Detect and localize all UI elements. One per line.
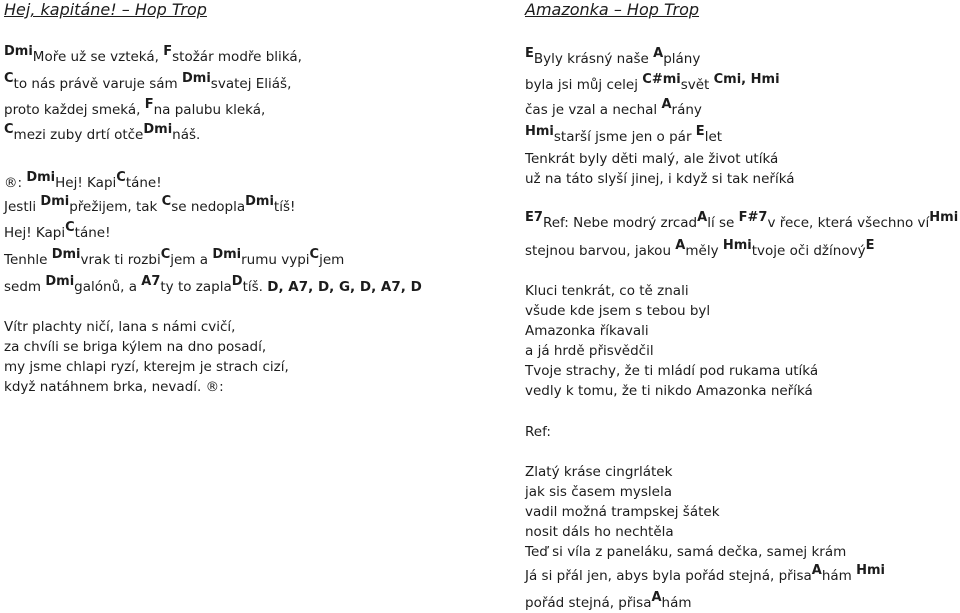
chord: C xyxy=(65,220,75,235)
lyric-line xyxy=(4,247,345,270)
lyric-text: tíš! xyxy=(273,199,296,215)
lyric-text: za chvíli se briga kýlem na dno posadí, xyxy=(4,339,267,355)
left-song-title: Hej, kapitáne! – Hop Trop xyxy=(4,0,207,19)
chord: A xyxy=(811,563,822,578)
chord: Hmi xyxy=(856,563,885,578)
lyric-line xyxy=(525,563,885,586)
chord: C xyxy=(4,71,14,86)
lyric-line xyxy=(4,97,266,120)
lyric-text: stožár modře bliká, xyxy=(172,49,302,65)
lyric-line xyxy=(4,122,201,145)
chord: Dmi xyxy=(40,194,70,209)
lyric-text: Vítr plachty ničí, lana s námi cvičí, xyxy=(4,319,236,335)
lyric-line xyxy=(4,274,422,297)
chord-progression: D, A7, D, G, D, A7, D xyxy=(267,279,422,295)
lyric-text: tíš. xyxy=(242,279,268,295)
lyric-line xyxy=(525,150,778,168)
chord: A xyxy=(675,238,686,253)
chord: E xyxy=(525,46,534,61)
chord: Hmi xyxy=(525,124,554,139)
lyric-text: když natáhnem brka, nevadí. ®: xyxy=(4,379,224,395)
lyric-text: Amazonka říkavali xyxy=(525,323,649,339)
lyric-text: všude kde jsem s tebou byl xyxy=(525,303,711,319)
lyric-text: jem a xyxy=(170,252,213,268)
chord: C xyxy=(161,194,172,209)
lyric-line xyxy=(525,124,723,147)
chord: Hmi xyxy=(722,238,752,253)
lyric-line xyxy=(4,378,224,396)
lyric-text: v řece, která všechno ví xyxy=(767,215,930,231)
chord: D xyxy=(231,274,243,289)
lyric-text: hám xyxy=(661,595,692,611)
lyric-line xyxy=(4,44,302,67)
lyric-text: byla jsi můj celej xyxy=(525,77,643,93)
lyric-text: svatej Eliáš, xyxy=(210,76,292,92)
lyric-text: táne! xyxy=(125,175,162,191)
lyric-text: proto každej smeká, xyxy=(4,102,145,118)
chord: Dmi xyxy=(26,170,56,185)
lyric-line xyxy=(525,590,692,613)
lyric-text: Tenkrát byly děti malý, ale život utíká xyxy=(525,151,779,167)
chord: Dmi xyxy=(212,247,242,262)
lyric-line xyxy=(4,220,111,243)
lyric-text: na palubu kleká, xyxy=(153,102,266,118)
chord: C xyxy=(309,247,320,262)
lyric-text: starší jsme jen o pár xyxy=(553,129,696,145)
lyric-text: měly xyxy=(685,243,723,259)
lyric-text: vrak ti rozbi xyxy=(80,252,161,268)
chord: C xyxy=(116,170,126,185)
lyric-line xyxy=(525,382,813,400)
chord: C#mi xyxy=(642,72,681,87)
lyric-text: svět xyxy=(680,77,714,93)
lyric-text: už na táto slyší jinej, i když si tak neříká xyxy=(525,171,795,187)
lyric-text: Já si přál jen, abys byla pořád stejná, přisa xyxy=(525,568,812,584)
lyric-line xyxy=(525,46,701,69)
lyric-text: stejnou barvou, jakou xyxy=(525,243,676,259)
lyric-line xyxy=(525,423,551,441)
lyric-line xyxy=(525,342,654,360)
lyric-line xyxy=(4,318,235,336)
chord: Hmi xyxy=(929,210,959,225)
lyric-text: Hej! Kapi xyxy=(4,225,66,241)
lyric-text: Teď si víla z paneláku, samá dečka, samej krám xyxy=(525,544,847,560)
chord: C xyxy=(160,247,171,262)
lyric-line xyxy=(4,170,162,193)
lyric-text: mezi zuby drtí otče xyxy=(13,127,144,143)
lyric-text: vadil možná trampskej šátek xyxy=(525,504,720,520)
lyric-line xyxy=(525,238,875,261)
lyric-text: náš. xyxy=(172,127,201,143)
lyric-text: táne! xyxy=(74,225,111,241)
lyric-line xyxy=(4,194,296,217)
lyric-line xyxy=(525,72,780,95)
chord: Dmi xyxy=(182,71,211,86)
lyric-text: Hej! Kapi xyxy=(55,175,117,191)
lyric-text: to nás právě varuje sám xyxy=(13,76,182,92)
lyric-text: hám xyxy=(821,568,857,584)
chord: A xyxy=(651,590,662,605)
chord: C xyxy=(4,122,14,137)
lyric-text: Tenhle xyxy=(4,252,52,268)
lyric-text: čas je vzal a nechal xyxy=(525,102,662,118)
lyric-text: lí se xyxy=(707,215,739,231)
lyric-text: nosit dáls ho nechtěla xyxy=(525,524,674,540)
chord: F xyxy=(163,44,173,59)
lyric-text: pořád stejná, přisa xyxy=(525,595,652,611)
lyric-text: vedly k tomu, že ti nikdo Amazonka neříká xyxy=(525,383,813,399)
lyric-line xyxy=(525,302,710,320)
lyric-text: ®: xyxy=(4,175,27,191)
lyric-text: přežijem, tak xyxy=(69,199,162,215)
chord: F#7 xyxy=(738,210,768,225)
lyric-text: Jestli xyxy=(4,199,41,215)
lyric-line xyxy=(525,210,959,233)
right-song-title: Amazonka – Hop Trop xyxy=(525,0,700,19)
lyric-text: a já hrdě přisvědčil xyxy=(525,343,654,359)
chord: E xyxy=(865,238,875,253)
lyric-text: rány xyxy=(671,102,702,118)
lyric-text: Byly krásný naše xyxy=(533,51,654,67)
lyric-text: Ref: Nebe modrý zrcad xyxy=(542,215,698,231)
chord: Dmi xyxy=(45,274,75,289)
lyric-text: my jsme chlapi ryzí, kterejm je strach cizí, xyxy=(4,359,289,375)
lyric-text: tvoje oči džínový xyxy=(751,243,866,259)
chord: A xyxy=(661,97,672,112)
lyric-text: jak sis časem myslela xyxy=(525,484,672,500)
lyric-line xyxy=(525,97,702,120)
chord: Cmi, Hmi xyxy=(713,72,780,87)
lyric-text: jem xyxy=(319,252,345,268)
lyric-text: ty to zapla xyxy=(160,279,232,295)
lyric-text: rumu vypi xyxy=(241,252,310,268)
lyric-line xyxy=(4,358,289,376)
lyric-line xyxy=(525,322,649,340)
chord: E xyxy=(695,124,705,139)
lyric-line xyxy=(525,170,795,188)
chord: Dmi xyxy=(51,247,81,262)
lyric-line xyxy=(525,503,720,521)
lyric-text: let xyxy=(704,129,723,145)
lyric-text: se nedopla xyxy=(171,199,246,215)
lyric-line xyxy=(525,463,672,481)
chord: A xyxy=(697,210,708,225)
chord: A7 xyxy=(141,274,161,289)
lyric-line xyxy=(525,523,674,541)
chord: Dmi xyxy=(4,44,33,59)
chord: Dmi xyxy=(245,194,274,209)
lyric-text: galónů, a xyxy=(74,279,142,295)
lyric-text: Kluci tenkrát, co tě znali xyxy=(525,283,689,299)
lyric-text: Zlatý kráse cingrlátek xyxy=(525,464,673,480)
lyric-line xyxy=(525,282,689,300)
chord: F xyxy=(144,97,154,112)
chord: E7 xyxy=(525,210,543,225)
lyric-line xyxy=(4,338,266,356)
lyric-line xyxy=(525,483,672,501)
lyric-text: Ref: xyxy=(525,424,551,440)
lyric-line xyxy=(525,362,818,380)
lyric-text: Tvoje strachy, že ti mládí pod rukama utíká xyxy=(525,363,819,379)
lyric-line xyxy=(4,71,292,94)
lyric-line xyxy=(525,543,846,561)
chord: A xyxy=(653,46,664,61)
lyric-text: plány xyxy=(663,51,701,67)
lyric-text: Moře už se vzteká, xyxy=(32,49,164,65)
chord: Dmi xyxy=(143,122,173,137)
lyric-text: sedm xyxy=(4,279,46,295)
